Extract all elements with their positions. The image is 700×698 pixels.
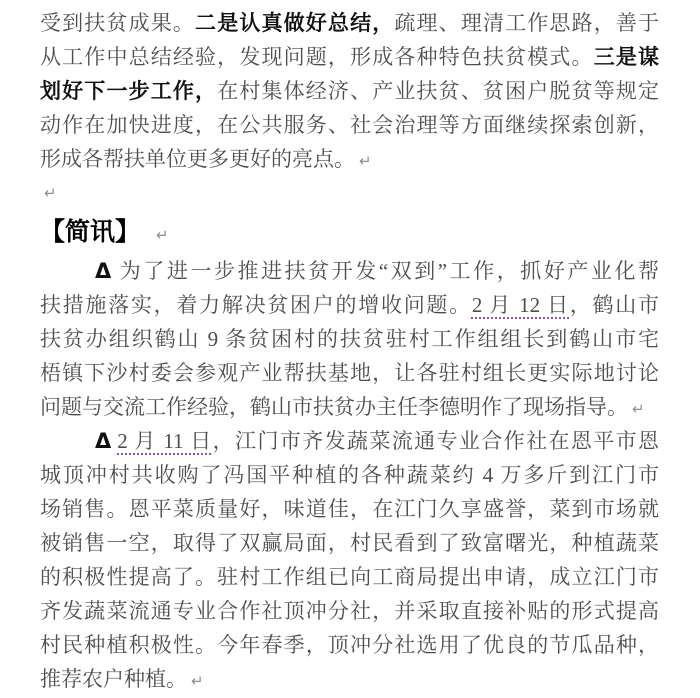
smart-tag-date: 2 月 11 日 xyxy=(117,429,213,453)
text-line xyxy=(40,356,659,390)
text-line xyxy=(40,458,659,492)
text-run: 划好下一步工作， xyxy=(40,79,218,103)
paragraph-mark-icon: ↵ xyxy=(156,226,169,244)
text-line xyxy=(40,594,659,628)
text-run: 在村集体经济、产业扶贫、贫困户脱贫等规定 xyxy=(217,79,660,103)
paragraph-mark-icon: ↵ xyxy=(632,400,645,418)
paragraph-mark-icon: ↵ xyxy=(44,184,57,202)
text-run: 被销售一空，取得了双赢局面，村民看到了致富曙光，种植蔬菜 xyxy=(40,531,659,555)
smart-tag-date: 2 月 12 日 xyxy=(471,293,570,317)
text-line xyxy=(40,6,659,40)
text-line xyxy=(40,492,659,526)
text-run: 为了进一步推进扶贫开发“双到”工作，抓好产业化帮 xyxy=(117,259,659,283)
text-run: 扶措施落实，着力解决贫困户的增收问题。 xyxy=(40,293,472,317)
text-run: 受到扶贫成果。 xyxy=(40,11,196,35)
text-run: ，江门市齐发蔬菜流通专业合作社在恩平市恩 xyxy=(212,429,659,453)
text-line xyxy=(40,390,659,424)
text-run: ，鹤山市 xyxy=(569,293,660,317)
paragraph-mark-icon: ↵ xyxy=(191,672,204,690)
text-run: 二是认真做好总结， xyxy=(195,11,395,35)
text-run: 形成各帮扶单位更多更好的亮点。 xyxy=(40,147,355,171)
text-run: 的积极性提高了。驻村工作组已向工商局提出申请，成立江门市 xyxy=(40,565,659,589)
document-body xyxy=(40,6,659,696)
text-run: 场销售。恩平菜质量好，味道佳，在江门久享盛誉，菜到市场就 xyxy=(40,497,659,521)
text-line xyxy=(40,254,659,288)
text-run: 三是谋 xyxy=(593,45,659,69)
text-run: 推荐农户种植。 xyxy=(40,667,187,691)
text-line xyxy=(40,108,659,142)
text-line xyxy=(40,40,659,74)
text-run: 村民种植积极性。今年春季，顶冲分社选用了优良的节瓜品种， xyxy=(40,633,659,657)
section-heading xyxy=(40,210,659,254)
text-line xyxy=(40,288,659,322)
text-run: 扶贫办组织鹤山 9 条贫困村的扶贫驻村工作组组长到鹤山市宅 xyxy=(40,327,659,351)
text-line xyxy=(40,142,659,176)
text-run: 梧镇下沙村委会参观产业帮扶基地，让各驻村组长更实际地讨论 xyxy=(40,361,659,385)
delta-bullet-icon: Δ xyxy=(95,429,112,453)
text-line xyxy=(40,526,659,560)
text-run: 疏理、理清工作思路，善于 xyxy=(394,11,660,35)
text-run: 动作在加快进度，在公共服务、社会治理等方面继续探索创新， xyxy=(40,113,659,137)
text-run: 从工作中总结经验，发现问题，形成各种特色扶贫模式。 xyxy=(40,45,594,69)
text-line xyxy=(40,322,659,356)
text-run: 问题与交流工作经验，鹤山市扶贫办主任李德明作了现场指导。 xyxy=(40,395,628,419)
section-heading-text: 【简讯】 xyxy=(40,218,141,246)
delta-bullet-icon: Δ xyxy=(95,259,112,283)
text-line xyxy=(40,424,659,458)
text-line xyxy=(40,74,659,108)
text-line xyxy=(40,628,659,662)
text-run: 齐发蔬菜流通专业合作社顶冲分社，并采取直接补贴的形式提高 xyxy=(40,599,659,623)
text-run: 城顶冲村共收购了冯国平种植的各种蔬菜约 4 万多斤到江门市 xyxy=(40,463,659,487)
text-line xyxy=(40,662,659,696)
empty-line xyxy=(40,176,659,210)
text-line xyxy=(40,560,659,594)
paragraph-mark-icon: ↵ xyxy=(359,152,372,170)
